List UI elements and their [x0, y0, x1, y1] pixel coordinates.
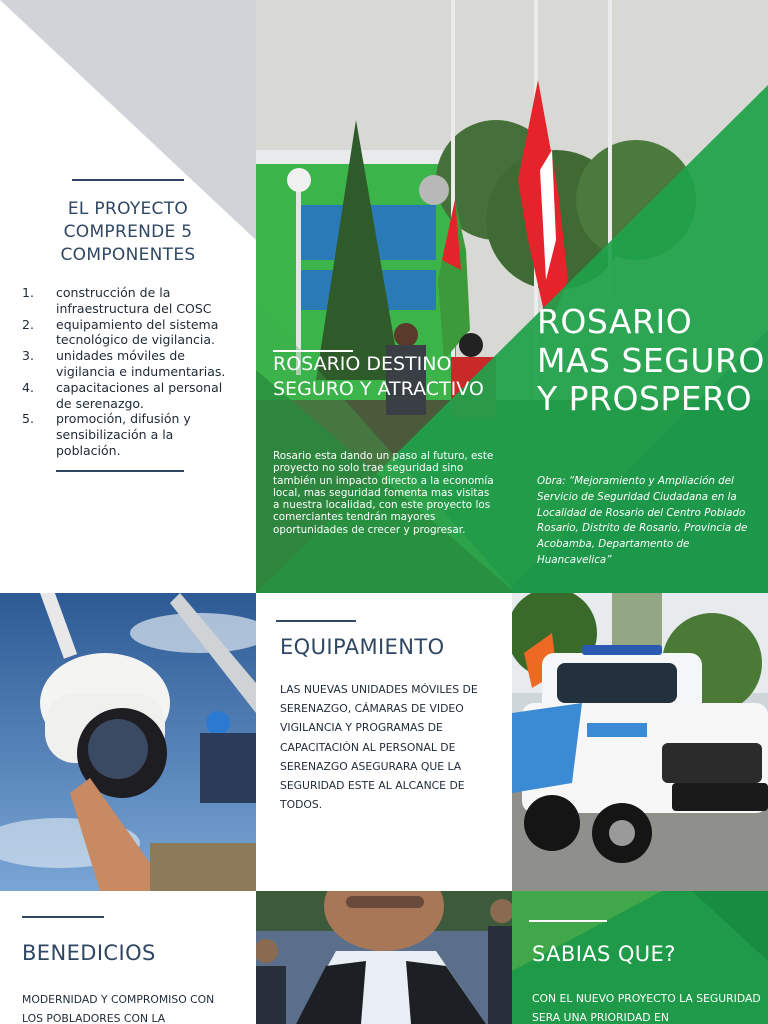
equipamiento-title: EQUIPAMIENTO: [280, 635, 445, 659]
beneficios-panel: [0, 891, 256, 1024]
hero-paragraph: Rosario esta dando un paso al futuro, este proyecto no solo trae seguridad sino también un impacto directo a la economía local, mas seguridad fomenta mas visitas a nuestra localidad, con este proyecto los comerciantes tendrán mayores oportunidades de crecer y progresar.: [273, 450, 494, 536]
components-title: EL PROYECTO COMPRENDE 5 COMPONENTES: [60, 199, 196, 265]
security-camera-installation-photo: [0, 593, 256, 891]
title-rule: [22, 916, 104, 918]
list-item: 2. equipamiento del sistema tecnológico de vigilancia.: [22, 316, 219, 348]
components-list: [22, 285, 236, 459]
title-rule: [276, 620, 356, 622]
equipamiento-text: LAS NUEVAS UNIDADES MÓVILES DE SERENAZGO, CÁMARAS DE VIDEO VIGILANCIA Y PROGRAMAS DE CAPACITACIÓN AL PERSONAL DE SERENAZGO ASEGURARA QUE LA SEGURIDAD ESTE AL ALCANCE DE TODOS.: [280, 683, 478, 812]
title-rule: [72, 179, 184, 181]
camera-panel: [0, 593, 256, 891]
sabias-panel: [512, 891, 768, 1024]
list-item: 3. unidades móviles de vigilancia e indumentarias.: [22, 348, 226, 379]
sabias-text: CON EL NUEVO PROYECTO LA SEGURIDAD SERA UNA PRIORIDAD EN: [532, 992, 761, 1024]
title-rule: [529, 920, 607, 922]
serenazgo-pickup-truck-photo: [512, 593, 768, 891]
hero-headline: ROSARIO MAS SEGURO Y PROSPERO: [537, 302, 765, 418]
officers-panel: [256, 891, 512, 1024]
hero-subtitle: ROSARIO DESTINO SEGURO Y ATRACTIVO: [273, 353, 484, 400]
hero-panel: [256, 0, 768, 593]
list-item: 5. promoción, difusión y sensibilización a la población.: [22, 411, 191, 458]
list-item: 1. construcción de la infraestructura del COSC: [22, 285, 212, 316]
beneficios-title: BENEDICIOS: [22, 941, 156, 965]
list-rule: [56, 470, 184, 472]
equipamiento-panel: [256, 593, 512, 891]
truck-panel: [512, 593, 768, 891]
obra-description: Obra: “Mejoramiento y Ampliación del Servicio de Seguridad Ciudadana en la Localidad de Rosario del Centro Poblado Rosario, Distrito de Rosario, Provincia de Acobamba, Departamento de Huancavelica”: [537, 475, 748, 566]
list-item: 4. capacitaciones al personal de serenazgo.: [22, 379, 223, 411]
sabias-title: SABIAS QUE?: [532, 942, 676, 966]
components-panel: [0, 0, 256, 593]
beneficios-text: MODERNIDAD Y COMPROMISO CON LOS POBLADORES CON LA: [22, 993, 215, 1024]
officers-photo: [256, 891, 512, 1024]
